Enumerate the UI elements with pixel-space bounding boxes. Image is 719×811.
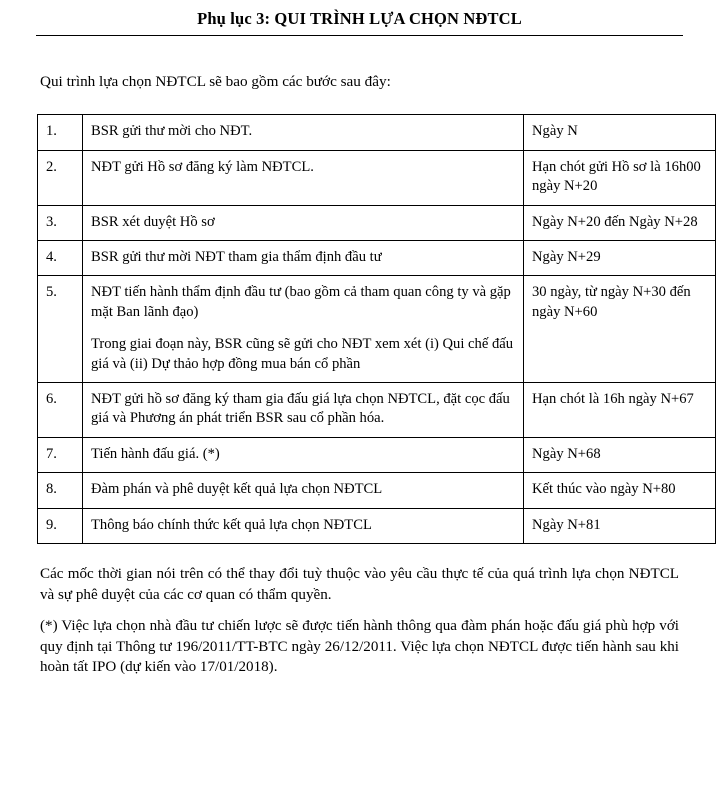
row-number: 9. — [38, 508, 83, 543]
row-description — [83, 240, 524, 275]
row-timing: Hạn chót gửi Hồ sơ là 16h00 ngày N+20 — [524, 150, 716, 205]
row-description-paragraph: Thông báo chính thức kết quả lựa chọn NĐTCL — [91, 516, 372, 533]
row-description-paragraph: NĐT tiến hành thẩm định đầu tư (bao gồm cả tham quan công ty và gặp mặt Ban lãnh đạo) — [91, 284, 511, 320]
row-timing: Hạn chót là 16h ngày N+67 — [524, 382, 716, 437]
row-description-paragraph: Tiến hành đấu giá. (*) — [91, 445, 220, 462]
row-number: 6. — [38, 382, 83, 437]
row-description-paragraph-secondary: Trong giai đoạn này, BSR cũng sẽ gửi cho NĐT xem xét (i) Qui chế đấu giá và (ii) Dự thảo hợp đồng mua bán cổ phần — [91, 336, 514, 372]
intro-paragraph: Qui trình lựa chọn NĐTCL sẽ bao gồm các bước sau đây: — [40, 72, 391, 90]
row-timing: Ngày N+68 — [524, 437, 716, 472]
row-number: 3. — [38, 205, 83, 240]
row-timing: Ngày N+20 đến Ngày N+28 — [524, 205, 716, 240]
title-divider — [36, 35, 683, 36]
note-timeline-disclaimer: Các mốc thời gian nói trên có thể thay đổi tuỳ thuộc vào yêu cầu thực tế của quá trình lựa chọn NĐTCL và sự phê duyệt của các cơ quan có thẩm quyền. — [40, 566, 679, 603]
row-description-paragraph: BSR gửi thư mời NĐT tham gia thẩm định đầu tư — [91, 248, 382, 265]
row-description-paragraph: BSR gửi thư mời cho NĐT. — [91, 123, 253, 140]
row-description — [83, 276, 524, 383]
row-description — [83, 508, 524, 543]
row-description — [83, 115, 524, 150]
row-number: 7. — [38, 437, 83, 472]
row-timing: 30 ngày, từ ngày N+30 đến ngày N+60 — [524, 276, 716, 383]
table-row — [38, 437, 716, 472]
row-timing: Ngày N+81 — [524, 508, 716, 543]
process-table — [37, 114, 716, 544]
row-number: 2. — [38, 150, 83, 205]
title-block — [0, 0, 719, 36]
table-row — [38, 240, 716, 275]
table-row — [38, 276, 716, 383]
row-description — [83, 382, 524, 437]
row-description-paragraph: BSR xét duyệt Hồ sơ — [91, 213, 215, 230]
table-row — [38, 508, 716, 543]
row-description — [83, 473, 524, 508]
row-description-paragraph: NĐT gửi Hồ sơ đăng ký làm NĐTCL. — [91, 158, 314, 175]
row-description-paragraph: Đàm phán và phê duyệt kết quả lựa chọn NĐTCL — [91, 481, 383, 498]
process-table-container — [37, 114, 701, 544]
row-timing: Kết thúc vào ngày N+80 — [524, 473, 716, 508]
table-row — [38, 382, 716, 437]
page-title: Phụ lục 3: QUI TRÌNH LỰA CHỌN NĐTCL — [197, 9, 522, 28]
table-row — [38, 150, 716, 205]
row-description-paragraph: NĐT gửi hồ sơ đăng ký tham gia đấu giá lựa chọn NĐTCL, đặt cọc đấu giá và Phương án phát triển BSR sau cổ phần hóa. — [91, 390, 510, 427]
row-description — [83, 150, 524, 205]
table-row — [38, 473, 716, 508]
process-table-body — [38, 115, 716, 544]
table-row — [38, 115, 716, 150]
row-description — [83, 205, 524, 240]
row-description — [83, 437, 524, 472]
row-timing: Ngày N+29 — [524, 240, 716, 275]
row-number: 5. — [38, 276, 83, 383]
table-row — [38, 205, 716, 240]
row-number: 4. — [38, 240, 83, 275]
footer-notes — [40, 564, 679, 678]
row-number: 1. — [38, 115, 83, 150]
row-number: 8. — [38, 473, 83, 508]
note-asterisk-explanation: (*) Việc lựa chọn nhà đầu tư chiến lược sẽ được tiến hành thông qua đàm phán hoặc đấu giá phù hợp với quy định tại Thông tư 196/2011/TT-BTC ngày 26/12/2011. Việc lựa chọn NĐTCL được tiến hành sau khi hoàn tất IPO (dự kiến vào 17/01/2018). — [40, 618, 679, 676]
row-timing: Ngày N — [524, 115, 716, 150]
